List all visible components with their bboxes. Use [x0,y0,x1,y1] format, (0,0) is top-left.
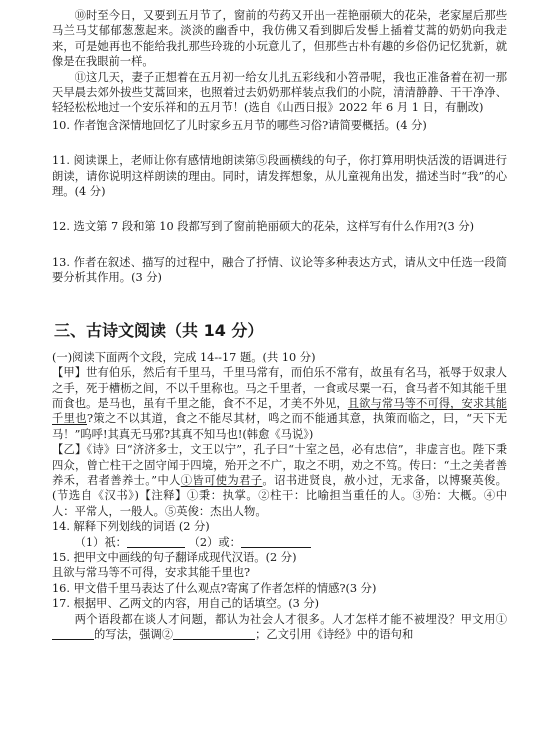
paragraph-10: ⑩时至今日，又要到五月节了，窗前的芍药又开出一茬艳丽硕大的花朵，老家屋后那些马兰马艾郁郁葱葱起来。淡淡的幽香中，我仿佛又看到脚后发髻上插着艾蒿的奶奶向我走来，可是她再也不能给我扎那些玲珑的小玩意儿了，但那些古朴有趣的乡俗仍记忆犹新，就像是在我眼前一样。 [52,9,507,69]
passage-jia-text-b: ?策之不以其道，食之不能尽其材，鸣之而不能通其意，执策而临之，曰，“天下无马！”呜呼!其真无马邪?其真不知马也!(韩愈《马说》) [52,412,507,441]
section-intro: (一)阅读下面两个文段，完成 14--17 题。(共 10 分) [52,350,316,364]
question-16: 16. 甲文借千里马表达了什么观点?寄寓了作者怎样的情感?(3 分) [52,581,377,595]
q17-blank-1[interactable] [52,627,94,640]
question-11: 11. 阅读课上，老师让你有感情地朗读第⑤段画横线的句子，你打算用明快活泼的语调进行朗读，请你说明这样朗读的理由。同时，请发挥想象，从儿童视角出发，描述当时“我”的心理。(4 分) [52,154,507,199]
passage-yi-text-b: 。诏书进贤良，赦小过，无求备，以博聚英俊。(节选自《汉书》)【注释】①秉：执掌。②柱干：比喻担当重任的人。③殆：大概。④中人：平常人，一般人。⑤英俊：杰出人物。 [52,473,507,518]
question-14: 14. 解释下列划线的词语 (2 分) [52,520,210,534]
passage-jia [52,365,507,442]
q17-blank-2[interactable] [173,627,255,640]
q14-item1-blank[interactable] [127,535,185,548]
question-17-fill [52,612,507,643]
paragraph-11: ⑪这几天，妻子正想着在五月初一给女儿扎五彩线和小笤帚呢，我也正准备着在初一那天早晨去郊外拔些艾蒿回来，也照着过去奶奶那样装点我们的小院，清清静静、干干净净、轻轻松松地过一个安乐祥和的五月节！(选自《山西日报》2022 年 6 月 1 日，有删改) [52,70,507,115]
q14-item2-label: （2）或： [188,535,241,549]
q17-text-b: 的写法，强调② [94,628,174,641]
passage-yi-underlined: ①皆可使为君子 [180,473,263,487]
section-title: 三、古诗文阅读（共 14 分） [54,320,264,340]
question-13: 13. 作者在叙述、描写的过程中，融合了抒情、议论等多种表达方式，请从文中任选一段简要分析其作用。(3 分) [52,255,507,285]
question-15: 15. 把甲文中画线的句子翻译成现代汉语。(2 分) [52,550,297,564]
question-17: 17. 根据甲、乙两文的内容，用自己的话填空。(3 分) [52,597,320,611]
passage-jia-underlined: 且欲与常马等不可得，安求其能千里也 [52,396,507,426]
q14-item1-label: （1）祇： [74,535,127,549]
passage-yi [52,442,507,519]
question-15-sentence: 且欲与常马等不可得，安求其能千里也? [52,566,251,580]
q17-text-a: 两个语段都在谈人才问题，都认为社会人才很多。人才怎样才能不被埋没？甲文用① [74,612,507,626]
passage-jia-text-a: 【甲】世有伯乐，然后有千里马，千里马常有，而伯乐不常有，故虽有名马，祇辱于奴隶人之手，死于槽枥之间，不以千里称也。马之千里者，一食或尽粟一石，食马者不知其能千里而食也。是马也，虽有千里之能，食不不足，才美不外见， [52,366,507,410]
passage-yi-text-a: 【乙】《诗》曰“济济多士，文王以宁”，孔子曰“十室之邑，必有忠信”，非虚言也。陛下秉四众，曾亡柱干之固守闻于四境，殆开之不广，取之不明，劝之不笃。传曰：“土之美者善养禾，君者善养士。”中人 [52,443,507,487]
question-12: 12. 选文第 7 段和第 10 段都写到了窗前艳丽硕大的花朵，这样写有什么作用?(3 分) [52,220,475,234]
question-14-blanks [52,535,507,550]
question-10: 10. 作者饱含深情地回忆了儿时家乡五月节的哪些习俗?请简要概括。(4 分) [52,118,427,132]
q17-text-c: ；乙文引用《诗经》中的语句和 [255,628,414,641]
q14-item2-blank[interactable] [241,535,311,548]
